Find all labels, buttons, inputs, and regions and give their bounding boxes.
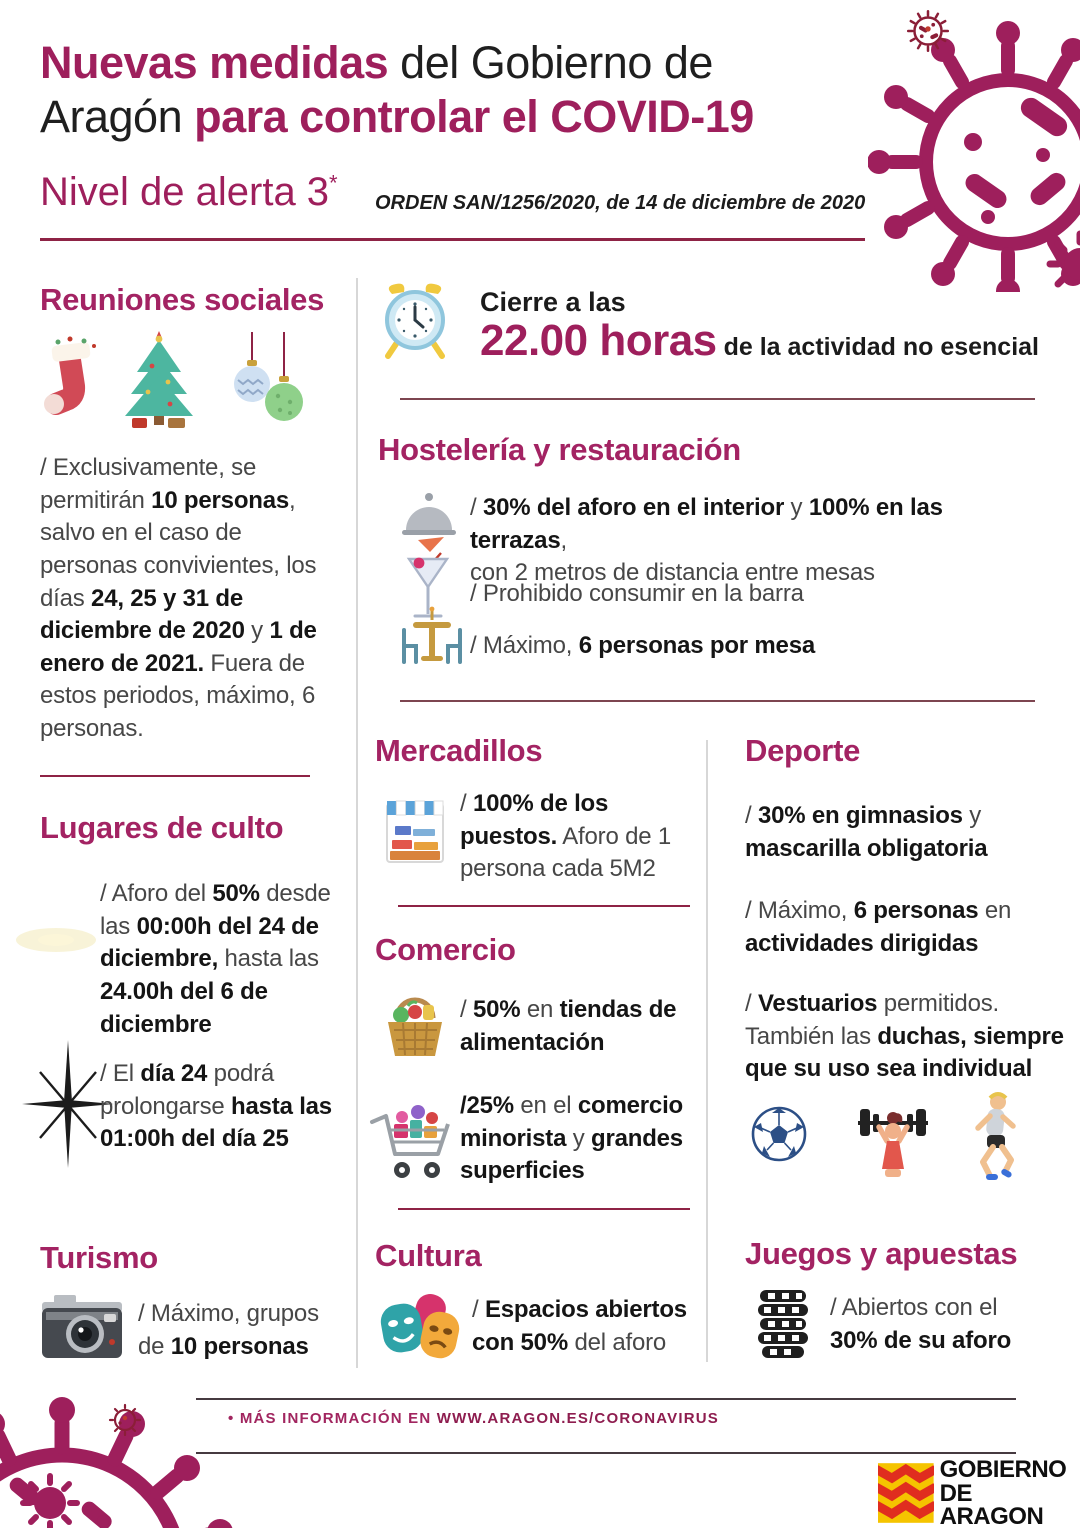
- gobierno-aragon-logo: [878, 1458, 1080, 1528]
- hosteleria-item-2: / Prohibido consumir en la barra: [470, 580, 804, 607]
- mid-divider-3: [398, 905, 690, 907]
- candle-glow-icon: [14, 918, 98, 962]
- footer-info-text[interactable]: MÁS INFORMACIÓN EN WWW.ARAGON.ES/CORONAVIRUS: [239, 1410, 720, 1427]
- left-divider-1: [40, 775, 310, 777]
- section-heading-culto: Lugares de culto: [40, 810, 284, 845]
- weightlifter-icon: [852, 1095, 934, 1185]
- cloche-icon: [400, 488, 458, 554]
- section-heading-comercio: Comercio: [375, 932, 516, 967]
- section-heading-hosteleria: Hostelería y restauración: [378, 432, 741, 467]
- culto-item-1: / Aforo del 50% desde las 00:00h del 24 de diciembre, hasta las 24.00h del 6 de diciembre: [100, 880, 331, 1038]
- reuniones-text: / Exclusivamente, se permitirán 10 personas, salvo en el caso de personas convivientes, los días 24, 25 y 31 de diciembre de 2020 y 1 de enero de 2021. Fuera de estos periodos, máximo, 6 personas.: [40, 454, 317, 742]
- page-title: Nuevas medidas del Gobierno de Aragón para controlar el COVID-19: [40, 37, 754, 142]
- stocking-icon: [40, 336, 102, 428]
- cierre-line1: Cierre a las: [480, 287, 626, 317]
- aragon-flag-icon: [878, 1463, 934, 1523]
- logo-line2: DE ARAGON: [939, 1479, 1044, 1528]
- footer-bullet: •: [228, 1410, 235, 1427]
- alarm-clock-icon: [382, 282, 448, 360]
- soccer-ball-icon: [750, 1105, 808, 1163]
- camera-icon: [40, 1292, 124, 1362]
- logo-text: [940, 1458, 1080, 1528]
- header-divider: [40, 238, 865, 241]
- footer-divider-bottom: [196, 1452, 1016, 1454]
- virus-icon-large: [868, 12, 1080, 292]
- baubles-icon: [222, 332, 308, 432]
- section-heading-turismo: Turismo: [40, 1240, 158, 1275]
- mid-divider-1: [400, 398, 1035, 400]
- turismo-item-1: / Máximo, grupos de 10 personas: [138, 1300, 319, 1360]
- column-divider-left: [356, 278, 358, 1368]
- christmas-tree-icon: [122, 330, 196, 430]
- section-heading-deporte: Deporte: [745, 733, 861, 768]
- food-basket-icon: [378, 988, 452, 1062]
- deporte-item-2: / Máximo, 6 personas en actividades dirigidas: [745, 897, 1012, 957]
- mercadillos-item-1: / 100% de los puestos. Aforo de 1 persona cada 5M2: [460, 790, 671, 883]
- footer-divider-top: [196, 1398, 1016, 1400]
- section-heading-cultura: Cultura: [375, 1238, 482, 1273]
- culto-item-2: / El día 24 podrá prolongarse hasta las 01:00h del día 25: [100, 1060, 332, 1153]
- market-stall-icon: [383, 796, 447, 868]
- deporte-item-1: / 30% en gimnasios y mascarilla obligatoria: [745, 802, 988, 862]
- table-chairs-icon: [398, 606, 466, 672]
- mid-divider-4: [398, 1208, 690, 1210]
- runner-icon: [960, 1090, 1024, 1186]
- shopping-cart-icon: [368, 1086, 458, 1186]
- logo-line1: GOBIERNO: [939, 1456, 1067, 1483]
- order-reference: ORDEN SAN/1256/2020, de 14 de diciembre de 2020: [375, 192, 866, 214]
- alert-level: Nivel de alerta 3*: [40, 170, 338, 214]
- deporte-item-3: / Vestuarios permitidos. También las duchas, siempre que su uso sea individual: [745, 990, 1064, 1083]
- juegos-item-1: / Abiertos con el 30% de su aforo: [830, 1294, 1012, 1354]
- hosteleria-item-3: / Máximo, 6 personas por mesa: [470, 632, 815, 659]
- section-heading-mercadillos: Mercadillos: [375, 733, 543, 768]
- theater-masks-icon: [378, 1288, 464, 1368]
- mid-divider-2: [400, 700, 1035, 702]
- cierre-line2: 22.00 horas de la actividad no esencial: [480, 316, 1040, 365]
- comercio-item-1: / 50% en tiendas de alimentación: [460, 996, 677, 1056]
- cultura-item-1: / Espacios abiertos con 50% del aforo: [472, 1296, 687, 1356]
- footer-info: [228, 1410, 719, 1427]
- section-heading-juegos: Juegos y apuestas: [745, 1236, 1018, 1271]
- hosteleria-item-1: / 30% del aforo en el interior y 100% en las terrazas, con 2 metros de distancia entre mesas: [470, 494, 943, 587]
- virus-icon-small: [903, 6, 953, 56]
- virus-icon-large-bottom: [0, 1388, 235, 1528]
- section-heading-reuniones: Reuniones sociales: [40, 282, 325, 317]
- comercio-item-2: /25% en el comercio minorista y grandes superficies: [460, 1092, 684, 1185]
- poker-chips-icon: [752, 1286, 814, 1362]
